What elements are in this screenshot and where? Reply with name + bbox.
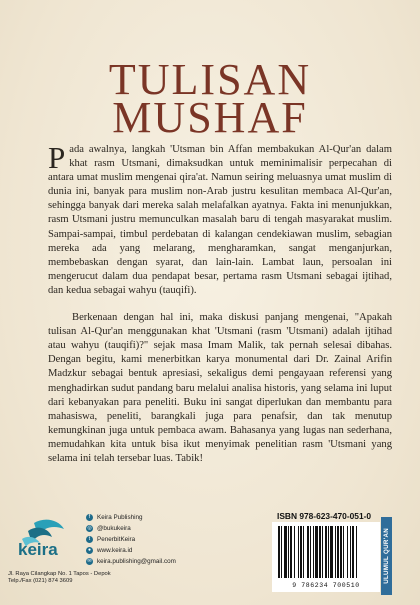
barcode-bar — [343, 526, 344, 578]
contact-text: PenerbitKeira — [97, 536, 136, 544]
contact-text: @bukukeira — [97, 525, 131, 533]
address-line: Jl. Raya Cilangkap No. 1 Tapos - Depok — [8, 571, 111, 577]
contact-text: www.keira.id — [97, 547, 133, 555]
contact-email — [86, 556, 176, 567]
contact-instagram — [86, 523, 176, 534]
barcode-bar — [350, 526, 351, 578]
barcode-bar — [347, 526, 348, 578]
twitter-icon: t — [86, 536, 93, 543]
barcode-bar — [313, 526, 314, 578]
barcode-bar — [307, 526, 309, 578]
publisher-address — [8, 571, 128, 585]
barcode-bar — [310, 526, 311, 578]
barcode-bar — [335, 526, 336, 578]
barcode-bar — [284, 526, 287, 578]
synopsis — [48, 140, 392, 466]
globe-icon: ● — [87, 547, 92, 554]
barcode-bar — [300, 526, 302, 578]
barcode-bar — [330, 526, 333, 578]
title-line-1: TULISAN — [108, 55, 312, 104]
title-line-2: MUSHAF — [112, 93, 308, 142]
barcode-bar — [288, 526, 289, 578]
synopsis-paragraph-1-text: ada awalnya, langkah 'Utsman bin Affan membakukan Al-Qur'an dalam khat rasm Utsmani, dimaksudkan untuk meminimalisir perpecahan di antara umat muslim mengenai qira'at. Namun seiring meluasnya umat muslim di dunia ini, banyak para muslim non-Arab justru kesulitan membaca Al-Qur'an, sehingga banyak dari mereka salah melafalkan ayatnya. Fakta ini menunjukkan, rasm Utsmani justru memunculkan masalah baru di tengah masyarakat muslim. Sampai-sampai, timbul perdebatan di kalangan cendekiawan muslim, sebagian mereka ada yang melarang, mengharamkan, sangat menganjurkan, membebaskan dengan syarat, dan lain-lain. Lambat laun, persoalan ini mengerucut dalam dua pendapat besar, pertama rasm Utsmani sebagai ijtihad, dan kedua sebagai wahyu (tauqifi). — [48, 144, 392, 296]
barcode-bar — [337, 526, 339, 578]
category-side-label-text: ULUMUL QUR'AN — [383, 528, 390, 584]
barcode-bar — [322, 526, 323, 578]
facebook-icon: f — [86, 514, 93, 521]
barcode-bar — [352, 526, 354, 578]
contact-facebook — [86, 512, 176, 523]
publisher-contacts — [86, 512, 176, 567]
barcode-bar — [298, 526, 299, 578]
isbn-label: ISBN 978-623-470-051-0 — [277, 511, 372, 521]
instagram-icon: ◎ — [87, 525, 92, 532]
barcode-bar — [328, 526, 329, 578]
contact-text: keira.publishing@gmail.com — [97, 558, 176, 566]
barcode-bar — [281, 526, 282, 578]
barcode-bar — [315, 526, 318, 578]
contact-website — [86, 545, 176, 556]
synopsis-paragraph-1 — [48, 140, 392, 298]
barcode-bars — [272, 522, 380, 582]
barcode-bar — [340, 526, 342, 578]
publisher-logo-text: keira — [18, 540, 58, 559]
email-icon: ✉ — [87, 558, 92, 565]
category-side-label — [381, 517, 392, 595]
barcode-bar — [278, 526, 280, 578]
barcode-bar — [319, 526, 321, 578]
barcode-digits: 9 786234 700510 — [292, 582, 360, 589]
drop-cap: P — [48, 140, 66, 175]
synopsis-paragraph-2: Berkenaan dengan hal ini, maka diskusi panjang mengenai, "Apakah tulisan Al-Qur'an menggunakan khat 'Utsmani (rasm 'Utsmani) adalah ijtihad atau wahyu (tauqifi)?" sejak masa Imam Malik, tak pernah selesai dibahas. Dengan begitu, kami menerbitkan karya monumental dari Dr. Zainal Arifin Madzkur sebagai bentuk apresiasi, sekaligus demi pengayaan referensi yang menghadirkan sudut pandang baru melalui analisa historis, yang selama ini luput dari kebanyakan para peneliti. Buku ini sangat diperlukan dan membantu para mahasiswa, peneliti, barangkali juga para penafsir, dan tak menutup kemungkinan juga untuk pembaca awam. Bahasanya yang lugas nan sederhana, memudahkan kita untuk bisa ikut menyimak penelitian rasm 'Utsmani yang selama ini telah tersebar luas. Tabik! — [48, 312, 392, 464]
barcode-bar — [303, 526, 304, 578]
phone-line: Telp./Fax (021) 874 3609 — [8, 578, 73, 584]
barcode-bar — [325, 526, 327, 578]
contact-twitter — [86, 534, 176, 545]
barcode-bar — [294, 526, 295, 578]
barcode-bar — [290, 526, 292, 578]
barcode-bar — [356, 526, 357, 578]
contact-text: Keira Publishing — [97, 514, 143, 521]
